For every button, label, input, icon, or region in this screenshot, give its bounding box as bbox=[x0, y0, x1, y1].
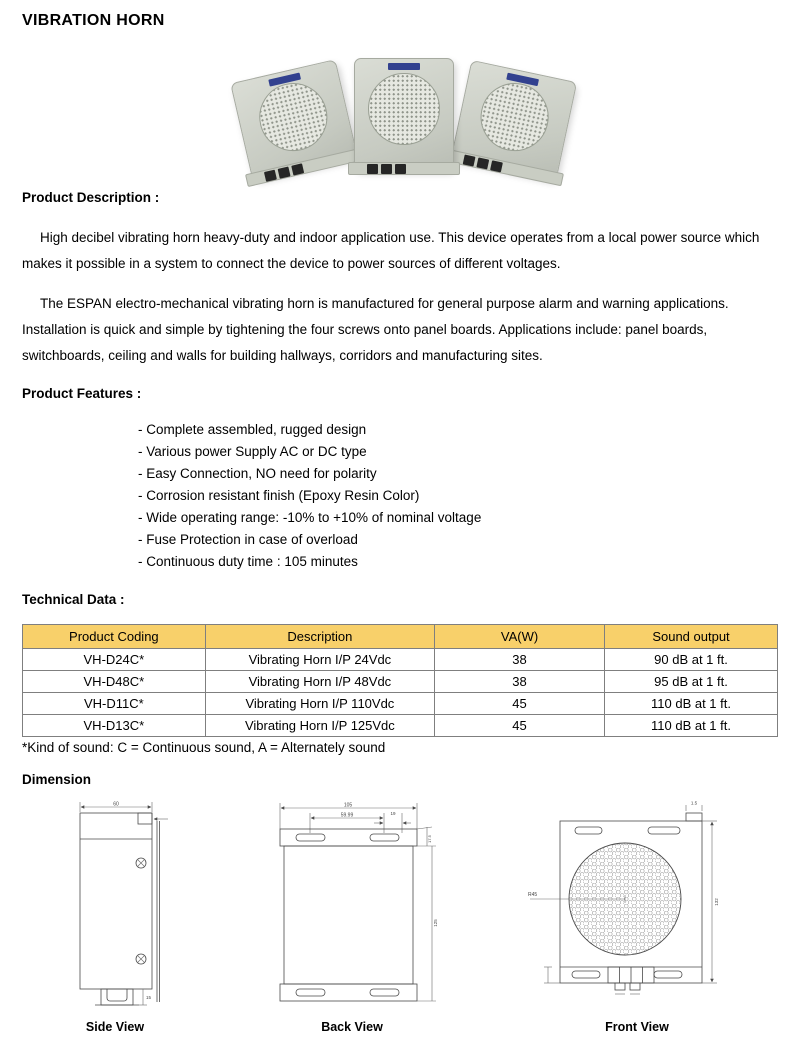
feature-item: - Complete assembled, rugged design bbox=[138, 422, 367, 437]
table-row bbox=[23, 715, 778, 737]
horn-photo-right bbox=[451, 60, 577, 180]
description-paragraph-1: High decibel vibrating horn heavy-duty and indoor application use. This device operates from a local power source which makes it possible in a system to connect the device to power sources of different voltages. bbox=[22, 230, 760, 271]
cell-description: Vibrating Horn I/P 110Vdc bbox=[205, 693, 434, 715]
cell-description: Vibrating Horn I/P 125Vdc bbox=[205, 715, 434, 737]
feature-item: - Various power Supply AC or DC type bbox=[138, 444, 367, 459]
side-view-label: Side View bbox=[85, 1020, 145, 1034]
section-heading-dimension: Dimension bbox=[22, 772, 92, 787]
section-heading-technical-data: Technical Data : bbox=[22, 592, 125, 607]
cell-product-coding: VH-D48C* bbox=[23, 671, 206, 693]
technical-data-table bbox=[22, 624, 778, 737]
horn-mounting-flange bbox=[245, 147, 365, 187]
sound-kind-note: *Kind of sound: C = Continuous sound, A = Alternately sound bbox=[22, 740, 386, 755]
cell-va: 45 bbox=[435, 693, 605, 715]
back-view-dim-flange-height: 17.5 bbox=[427, 835, 432, 843]
horn-speaker-grille bbox=[368, 73, 440, 145]
header-sound-output: Sound output bbox=[605, 625, 778, 649]
side-view-drawing bbox=[55, 799, 190, 1014]
feature-item: - Corrosion resistant finish (Epoxy Resin Color) bbox=[138, 488, 420, 503]
cell-va: 38 bbox=[435, 649, 605, 671]
side-view-dim-bottom: 15 bbox=[146, 995, 152, 1000]
back-view-dim-slot-spacing: 59.99 bbox=[340, 812, 354, 819]
cell-description: Vibrating Horn I/P 24Vdc bbox=[205, 649, 434, 671]
horn-speaker-grille bbox=[474, 77, 555, 158]
front-view-dim-radius: R45 bbox=[528, 892, 538, 898]
header-va-w: VA(W) bbox=[435, 625, 605, 649]
back-view-dim-body-height: 125 bbox=[433, 919, 438, 927]
table-row bbox=[23, 693, 778, 715]
front-view-drawing bbox=[520, 799, 730, 1014]
cell-va: 38 bbox=[435, 671, 605, 693]
horn-mounting-flange bbox=[444, 149, 564, 187]
cell-description: Vibrating Horn I/P 48Vdc bbox=[205, 671, 434, 693]
back-view-dim-slot-width: 19 bbox=[390, 811, 396, 816]
section-heading-description: Product Description : bbox=[22, 190, 160, 205]
back-view-drawing bbox=[260, 799, 445, 1014]
horn-terminals bbox=[367, 164, 406, 174]
front-view-dim-height: 132 bbox=[714, 898, 719, 906]
section-heading-features: Product Features : bbox=[22, 386, 142, 401]
horn-photo-center bbox=[354, 58, 454, 170]
feature-item: - Fuse Protection in case of overload bbox=[138, 532, 358, 547]
page-title: VIBRATION HORN bbox=[22, 12, 165, 29]
horn-brand-label bbox=[388, 63, 420, 70]
feature-item: - Wide operating range: -10% to +10% of nominal voltage bbox=[138, 510, 482, 525]
header-product-coding: Product Coding bbox=[23, 625, 206, 649]
features-list bbox=[138, 419, 481, 573]
product-photo bbox=[238, 56, 568, 178]
cell-product-coding: VH-D13C* bbox=[23, 715, 206, 737]
screw-symbol bbox=[136, 954, 146, 964]
front-view-dim-tab: 1.5 bbox=[690, 800, 698, 806]
back-view-label: Back View bbox=[321, 1020, 383, 1034]
side-view-dim-width: 60 bbox=[113, 801, 119, 808]
horn-speaker-grille bbox=[253, 76, 335, 158]
cell-sound: 110 dB at 1 ft. bbox=[605, 715, 778, 737]
horn-photo-left bbox=[230, 59, 358, 181]
cell-sound: 90 dB at 1 ft. bbox=[605, 649, 778, 671]
cell-sound: 95 dB at 1 ft. bbox=[605, 671, 778, 693]
back-view-dim-overall-width: 105 bbox=[343, 802, 353, 809]
header-description: Description bbox=[205, 625, 434, 649]
description-paragraph-2: The ESPAN electro-mechanical vibrating horn is manufactured for general purpose alarm and warning applications. Installation is quick and simple by tightening the four screws onto panel boards. Applications include: panel boards, switchboards, ceiling and walls for building hallways, corridors and manufacturing sites. bbox=[22, 296, 729, 363]
cell-product-coding: VH-D24C* bbox=[23, 649, 206, 671]
table-row bbox=[23, 671, 778, 693]
screw-symbol bbox=[136, 858, 146, 868]
table-header-row bbox=[23, 625, 778, 649]
table-row bbox=[23, 649, 778, 671]
feature-item: - Continuous duty time : 105 minutes bbox=[138, 554, 358, 569]
front-view-label: Front View bbox=[605, 1020, 669, 1034]
cell-va: 45 bbox=[435, 715, 605, 737]
cell-product-coding: VH-D11C* bbox=[23, 693, 206, 715]
cell-sound: 110 dB at 1 ft. bbox=[605, 693, 778, 715]
feature-item: - Easy Connection, NO need for polarity bbox=[138, 466, 377, 481]
